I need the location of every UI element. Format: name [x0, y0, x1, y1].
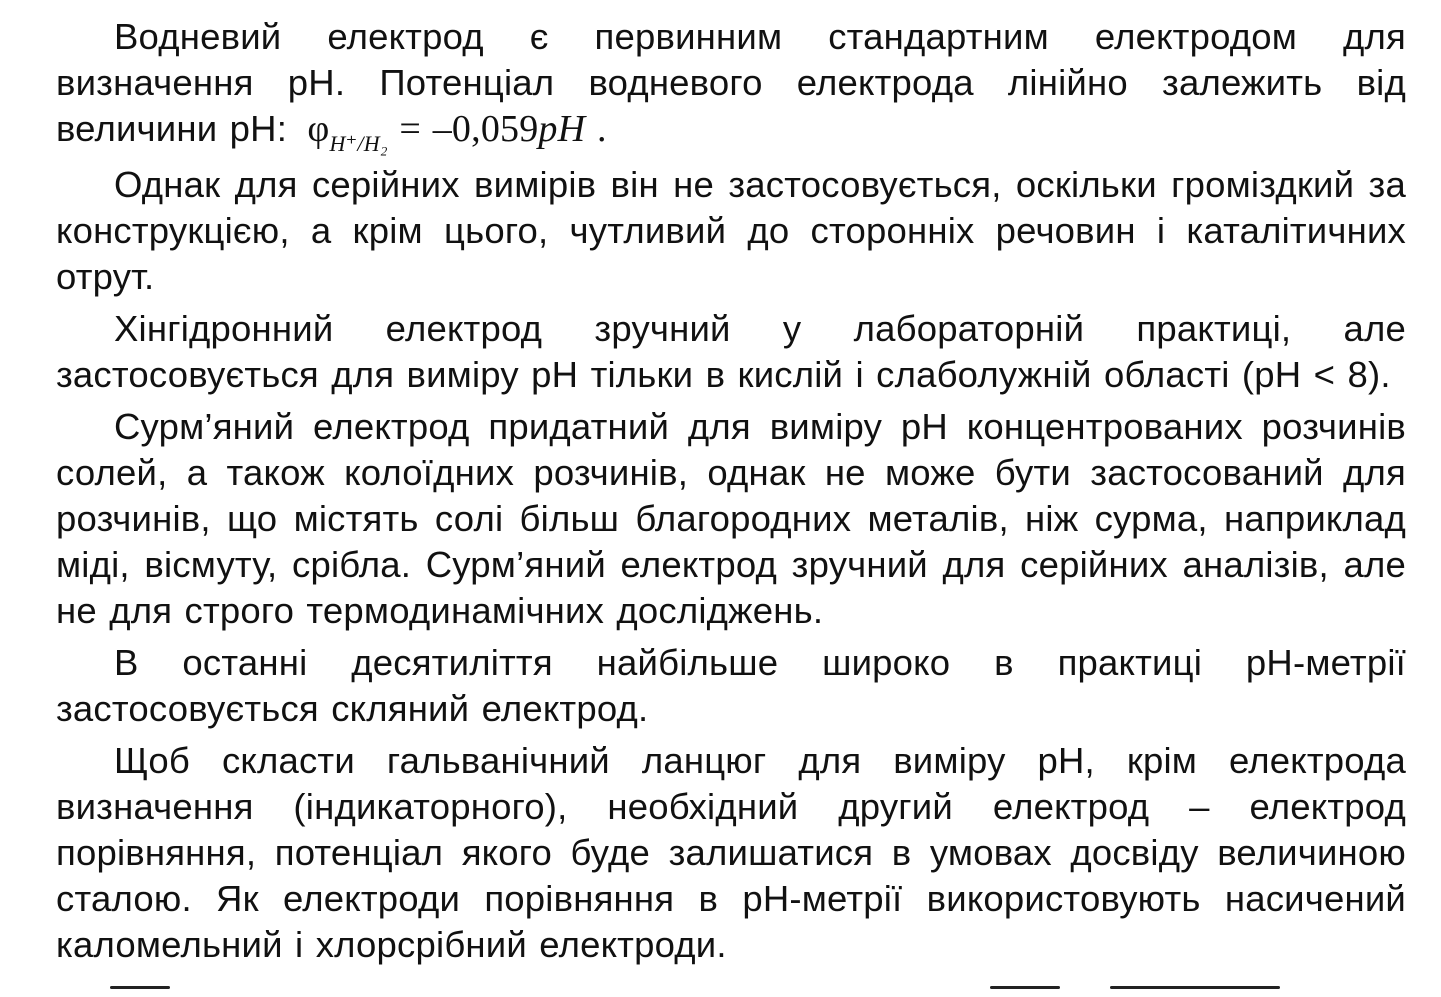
- paragraph-antimony-electrode: Сурм’яний електрод придатний для виміру pH концентрованих розчинів солей, а також колоїдних розчинів, однак не може бути застосований для розчинів, що містять солі більш благородних металів, ніж сурма, наприклад міді, вісмуту, срібла. Сурм’яний електрод зручний для серійних аналізів, але не для строго термодинамічних досліджень.: [56, 406, 1406, 631]
- paragraph-hydrogen-electrode: [56, 14, 1406, 156]
- paragraph-quinhydrone-electrode: Хінгідронний електрод зручний у лабораторній практиці, але застосовується для виміру pH тільки в кислій і слаболужній області (pH < 8).: [56, 308, 1406, 395]
- paragraph-text: Водневий електрод є первинним стандартним електродом для визначення pH. Потенціал водневого електрода лінійно залежить від величини pH:: [56, 16, 1406, 149]
- paragraph-glass-electrode: В останні десятиліття найбільше широко в практиці pH-метрії застосовується скляний електрод.: [56, 642, 1406, 729]
- cropped-next-line: [110, 986, 1280, 997]
- potential-formula: [299, 108, 607, 156]
- formula-symbol: φ: [307, 108, 330, 150]
- paragraph-reference-electrode: Щоб скласти гальванічний ланцюг для виміру pH, крім електрода визначення (індикаторного), необхідний другий електрод – електрод порівняння, потенціал якого буде залишатися в умовах досвіду величиною сталою. Як електроди порівняння в pH-метрії використовують насичений каломельний і хлорсрібний електроди.: [56, 740, 1406, 965]
- formula-variable: pH: [538, 108, 586, 150]
- document-page: [56, 14, 1406, 968]
- formula-rhs: = –0,059: [387, 108, 539, 150]
- formula-subscript: H⁺/H₂: [329, 131, 388, 156]
- formula-end: .: [585, 108, 607, 150]
- paragraph-serial-measurements: Однак для серійних вимірів він не застосовується, оскільки громіздкий за конструкцією, а крім цього, чутливий до сторонніх речовин і каталітичних отрут.: [56, 164, 1406, 297]
